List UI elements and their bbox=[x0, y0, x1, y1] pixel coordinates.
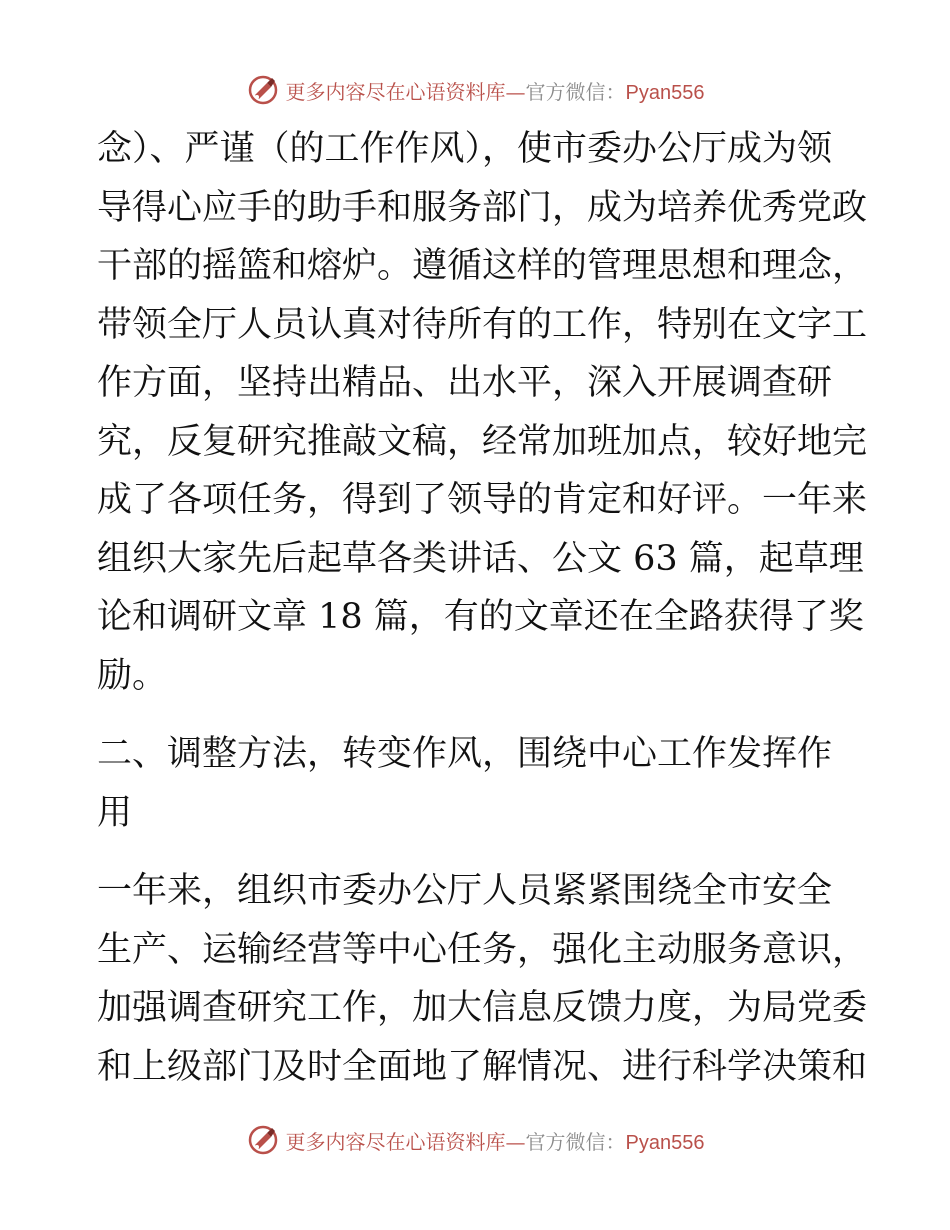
heading-line: 二、调整方法，转变作风，围绕中心工作发挥作 bbox=[97, 734, 833, 774]
header-watermark bbox=[0, 70, 950, 110]
text-line: 一年来，组织市委办公厅人员紧紧围绕全市安全 bbox=[97, 871, 833, 911]
footer-watermark bbox=[0, 1120, 950, 1160]
text-line: 成了各项任务，得到了领导的肯定和好评。一年来 bbox=[97, 480, 867, 520]
text-line: 生产、运输经营等中心任务，强化主动服务意识， bbox=[97, 929, 867, 970]
text-line: 究，反复研究推敲文稿，经常加班加点，较好地完 bbox=[97, 421, 867, 462]
text-line: 励。 bbox=[97, 655, 168, 696]
logo-icon bbox=[246, 1123, 280, 1157]
paragraph-2 bbox=[97, 862, 867, 1096]
text-line: 干部的摇篮和熔炉。遵循这样的管理思想和理念， bbox=[97, 246, 867, 286]
text-line: 组织大家先后起草各类讲话、公文 63 篇，起草理 bbox=[97, 538, 864, 579]
paragraph-gap bbox=[97, 842, 867, 862]
text-line: 作方面，坚持出精品、出水平，深入开展调查研 bbox=[97, 363, 833, 403]
logo-icon bbox=[246, 73, 280, 107]
paragraph-1 bbox=[97, 120, 867, 705]
section-heading-2 bbox=[97, 725, 867, 842]
text-line: 导得心应手的助手和服务部门，成为培养优秀党政 bbox=[97, 187, 867, 228]
text-line: 和上级部门及时全面地了解情况、进行科学决策和 bbox=[97, 1046, 867, 1087]
document-body bbox=[97, 120, 867, 1096]
watermark-text: 更多内容尽在心语资料库—官方微信：Pyan556 bbox=[285, 1129, 705, 1154]
watermark-text: 更多内容尽在心语资料库—官方微信：Pyan556 bbox=[285, 79, 705, 104]
text-line: 念）、严谨（的工作作风），使市委办公厅成为领 bbox=[97, 129, 833, 169]
text-line: 带领全厅人员认真对待所有的工作，特别在文字工 bbox=[97, 304, 867, 345]
text-line: 加强调查研究工作，加大信息反馈力度，为局党委 bbox=[97, 988, 867, 1028]
heading-line: 用 bbox=[97, 792, 133, 833]
paragraph-gap bbox=[97, 705, 867, 725]
text-line: 论和调研文章 18 篇，有的文章还在全路获得了奖 bbox=[97, 597, 864, 637]
